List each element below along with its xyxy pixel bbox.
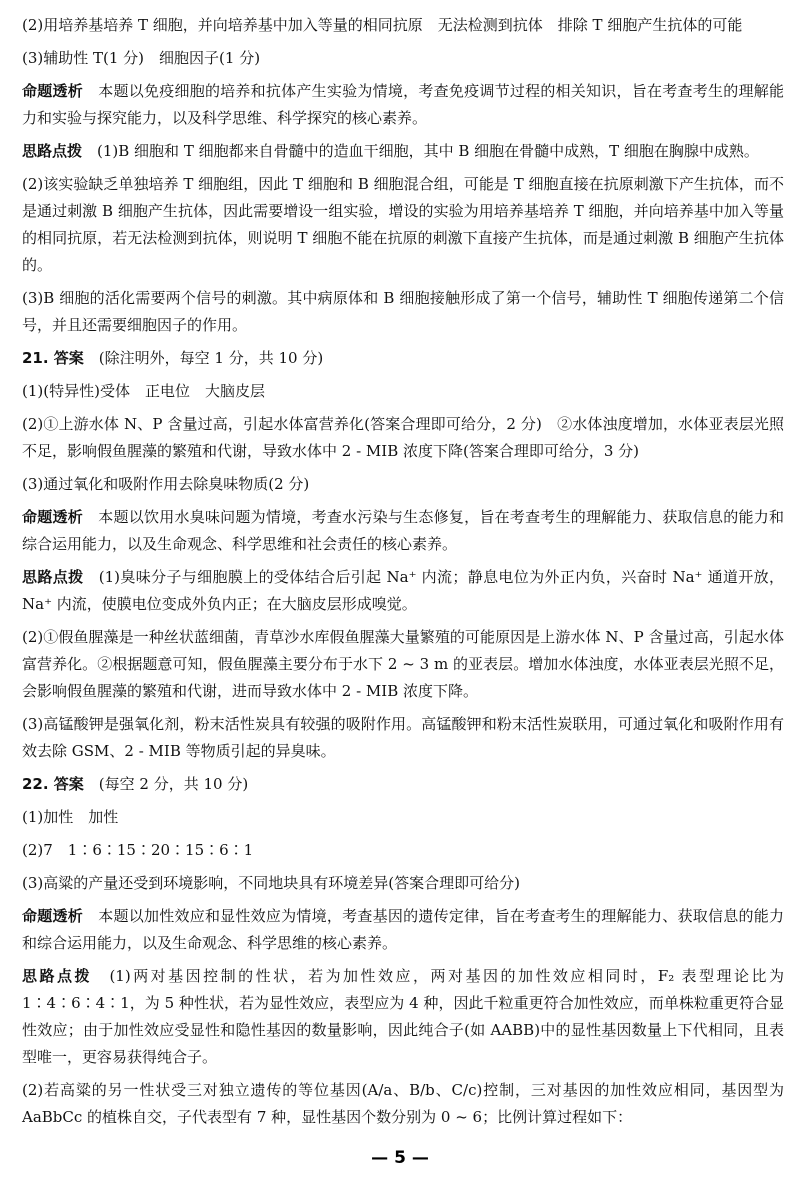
hint-paragraph: 思路点拨 (1)臭味分子与细胞膜上的受体结合后引起 Na⁺ 内流；静息电位为外正内负，兴奋时 Na⁺ 通道开放，Na⁺ 内流，使膜电位变成外负内正；在大脑皮层形成嗅觉。 bbox=[22, 568, 784, 613]
analysis-label: 命题透析 bbox=[22, 907, 83, 925]
analysis-paragraph: 命题透析 本题以加性效应和显性效应为情境，考查基因的遗传定律，旨在考查考生的理解能力、获取信息的能力和综合运用能力，以及生命观念、科学思维的核心素养。 bbox=[22, 907, 784, 952]
analysis-paragraph: 命题透析 本题以饮用水臭味问题为情境，考查水污染与生态修复，旨在考查考生的理解能力、获取信息的能力和综合运用能力，以及生命观念、科学思维和社会责任的核心素养。 bbox=[22, 508, 784, 553]
question-22-answer-header: 22. 答案 (每空 2 分，共 10 分) bbox=[22, 775, 249, 793]
analysis-paragraph: 命题透析 本题以免疫细胞的培养和抗体产生实验为情境，考查免疫调节过程的相关知识，旨在考查考生的理解能力和实验与探究能力，以及科学思维、科学探究的核心素养。 bbox=[22, 82, 784, 127]
paragraph: (2)该实验缺乏单独培养 T 细胞组，因此 T 细胞和 B 细胞混合组，可能是 T 细胞直接在抗原刺激下产生抗体，而不是通过刺激 B 细胞产生抗体，因此需要增设一组实验，增设的实验为用培养基培养 T 细胞，并向培养基中加入等量的相同抗原，若无法检测到抗体，则说明 T 细胞不能在抗原的刺激下直接产生抗体，而是通过刺激 B 细胞产生抗体的。 bbox=[22, 175, 784, 274]
paragraph: (3)B 细胞的活化需要两个信号的刺激。其中病原体和 B 细胞接触形成了第一个信号，辅助性 T 细胞传递第二个信号，并且还需要细胞因子的作用。 bbox=[22, 289, 784, 334]
paragraph: (3)高锰酸钾是强氧化剂，粉末活性炭具有较强的吸附作用。高锰酸钾和粉末活性炭联用，可通过氧化和吸附作用有效去除 GSM、2 - MIB 等物质引起的异臭味。 bbox=[22, 715, 784, 760]
answer-line: (2)7 1∶6∶15∶20∶15∶6∶1 bbox=[22, 841, 254, 859]
answer-line: (3)通过氧化和吸附作用去除臭味物质(2 分) bbox=[22, 475, 310, 493]
hint-label: 思路点拨 bbox=[22, 967, 92, 985]
question-21-answer-header: 21. 答案 (除注明外，每空 1 分，共 10 分) bbox=[22, 349, 324, 367]
analysis-label: 命题透析 bbox=[22, 82, 83, 100]
answer-line: (3)高粱的产量还受到环境影响，不同地块具有环境差异(答案合理即可给分) bbox=[22, 874, 520, 892]
page-number: — 5 — bbox=[371, 1148, 429, 1168]
hint-label: 思路点拨 bbox=[22, 568, 84, 586]
answer-line: (1)加性 加性 bbox=[22, 808, 119, 826]
analysis-label: 命题透析 bbox=[22, 508, 83, 526]
paragraph: (2)①假鱼腥藻是一种丝状蓝细菌，青草沙水库假鱼腥藻大量繁殖的可能原因是上游水体 N、P 含量过高，引起水体富营养化。②根据题意可知，假鱼腥藻主要分布于水下 2 ~ 3 m 的亚表层。增加水体浊度，水体亚表层光照不足，会影响假鱼腥藻的繁殖和代谢，进而导致水体中 2 - MIB 浓度下降。 bbox=[22, 628, 784, 700]
paragraph: (3)辅助性 T(1 分) 细胞因子(1 分) bbox=[22, 49, 261, 67]
document-body bbox=[22, 12, 784, 1131]
question-21-title: 21. 答案 bbox=[22, 349, 84, 367]
hint-label: 思路点拨 bbox=[22, 142, 83, 160]
paragraph: (2)若高粱的另一性状受三对独立遗传的等位基因(A/a、B/b、C/c)控制，三对基因的加性效应相同，基因型为 AaBbCc 的植株自交，子代表型有 7 种，显性基因个数分别为 0 ~ 6；比例计算过程如下： bbox=[22, 1081, 784, 1126]
question-22-title: 22. 答案 bbox=[22, 775, 84, 793]
paragraph: (2)用培养基培养 T 细胞，并向培养基中加入等量的相同抗原 无法检测到抗体 排除 T 细胞产生抗体的可能 bbox=[22, 16, 743, 34]
hint-paragraph: 思路点拨 (1)两对基因控制的性状，若为加性效应，两对基因的加性效应相同时，F₂ 表型理论比为 1∶4∶6∶4∶1，为 5 种性状，若为显性效应，表型应为 4 种，因此千粒重更符合加性效应，而单株粒重更符合显性效应；由于加性效应受显性和隐性基因的数量影响，因此纯合子(如 AABB)中的显性基因数量上下代相同，且表型唯一，更容易获得纯合子。 bbox=[22, 967, 784, 1066]
hint-paragraph: 思路点拨 (1)B 细胞和 T 细胞都来自骨髓中的造血干细胞，其中 B 细胞在骨髓中成熟，T 细胞在胸腺中成熟。 bbox=[22, 142, 759, 160]
answer-line: (1)(特异性)受体 正电位 大脑皮层 bbox=[22, 382, 265, 400]
answer-line: (2)①上游水体 N、P 含量过高，引起水体富营养化(答案合理即可给分，2 分) ②水体浊度增加，水体亚表层光照不足，影响假鱼腥藻的繁殖和代谢，导致水体中 2 - MIB 浓度下降(答案合理即可给分，3 分) bbox=[22, 415, 784, 460]
